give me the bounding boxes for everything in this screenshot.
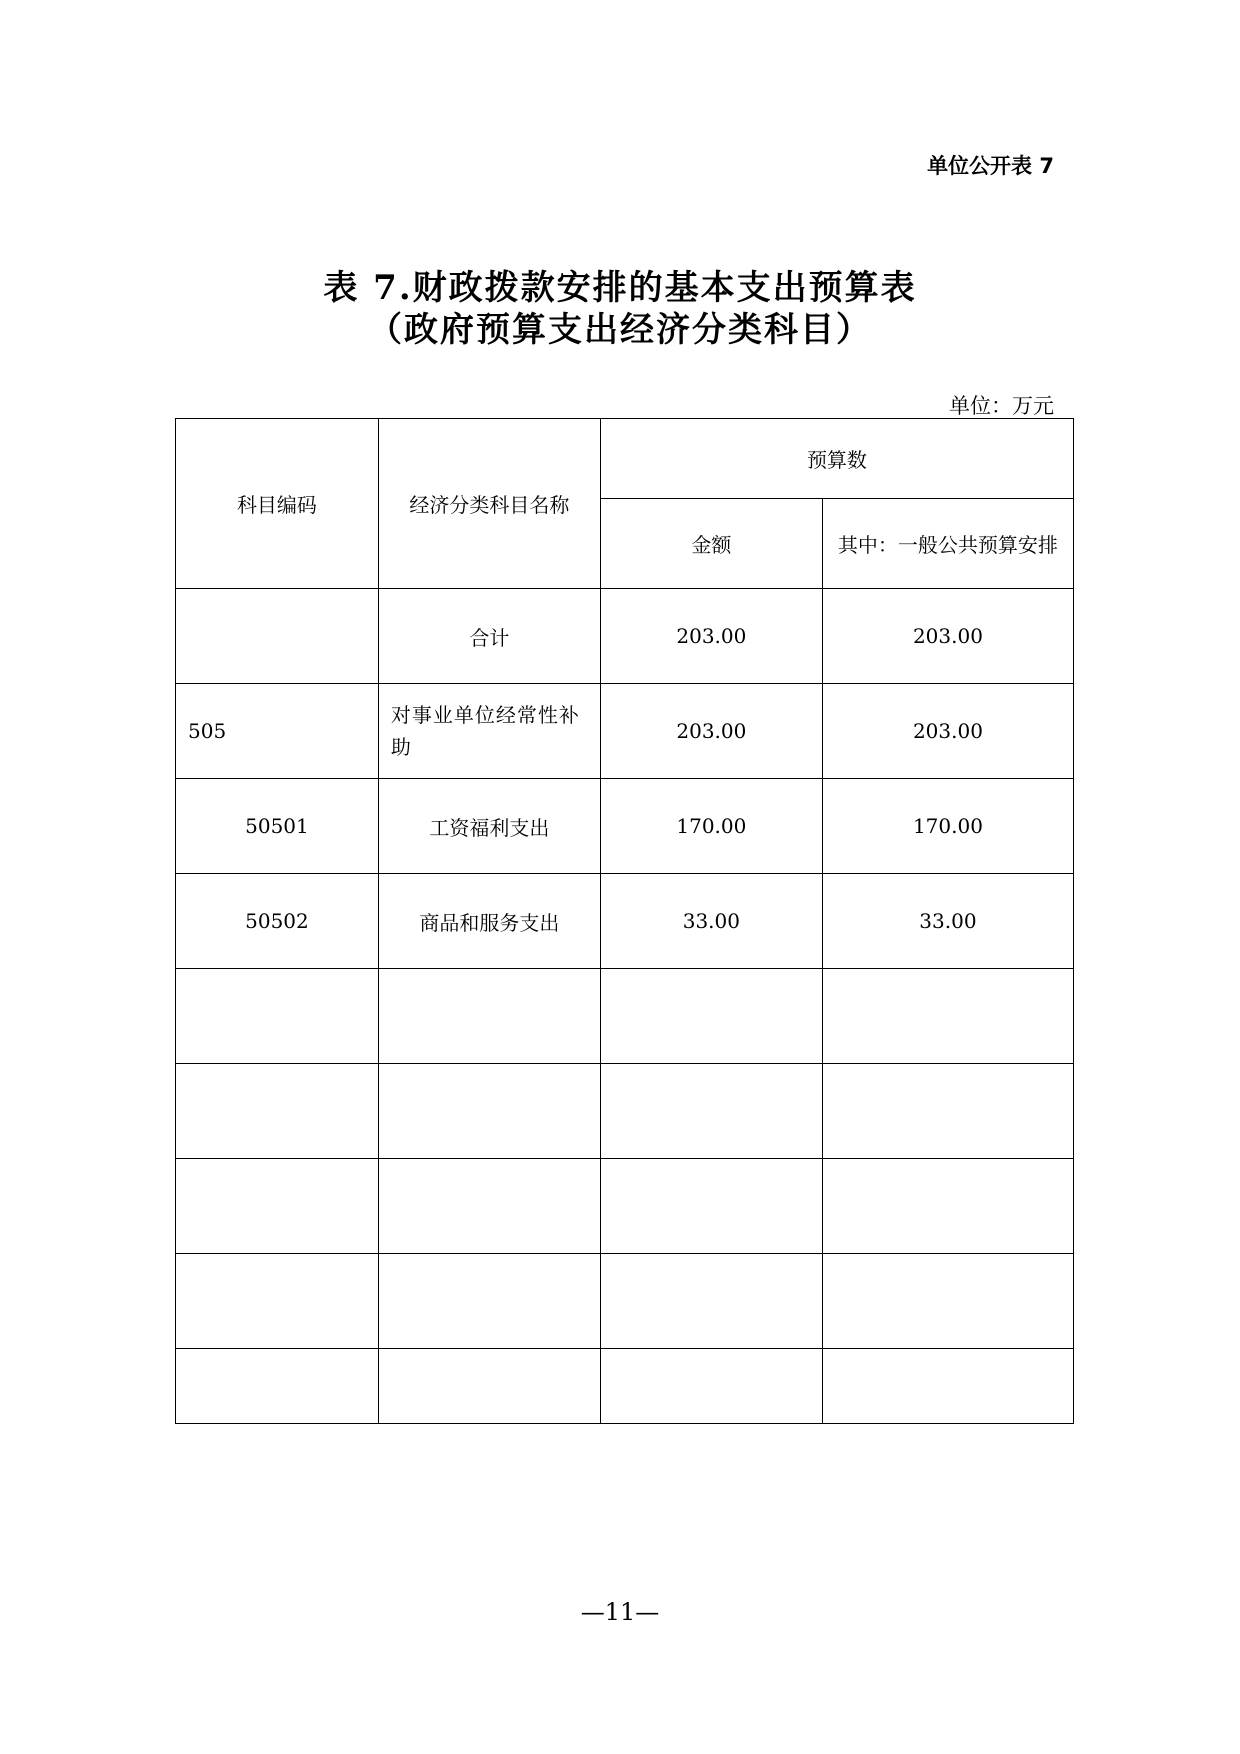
table-row — [176, 969, 1074, 1064]
table-row — [176, 779, 1074, 874]
row-general: 170.00 — [822, 779, 1073, 874]
header-budget: 预算数 — [600, 419, 1073, 499]
row-name — [378, 1254, 600, 1349]
row-name: 合计 — [378, 589, 600, 684]
row-amount — [600, 1349, 822, 1424]
budget-table — [175, 418, 1074, 1424]
page-number: —11— — [580, 1598, 660, 1626]
row-code — [176, 1159, 379, 1254]
row-general: 203.00 — [822, 589, 1073, 684]
row-name — [378, 1064, 600, 1159]
header-code: 科目编码 — [176, 419, 379, 589]
row-name: 工资福利支出 — [378, 779, 600, 874]
row-code — [176, 589, 379, 684]
row-amount: 170.00 — [600, 779, 822, 874]
row-amount — [600, 969, 822, 1064]
header-general: 其中：一般公共预算安排 — [822, 499, 1073, 589]
row-amount: 203.00 — [600, 589, 822, 684]
row-name: 商品和服务支出 — [378, 874, 600, 969]
row-name — [378, 1349, 600, 1424]
row-code — [176, 1064, 379, 1159]
row-general: 33.00 — [822, 874, 1073, 969]
row-general — [822, 1349, 1073, 1424]
row-general: 203.00 — [822, 684, 1073, 779]
row-name — [378, 1159, 600, 1254]
row-code — [176, 969, 379, 1064]
table-row — [176, 874, 1074, 969]
row-amount — [600, 1254, 822, 1349]
row-general — [822, 969, 1073, 1064]
row-amount — [600, 1159, 822, 1254]
document-subtitle: （政府预算支出经济分类科目） — [368, 310, 872, 350]
row-general — [822, 1159, 1073, 1254]
row-code: 50501 — [176, 779, 379, 874]
row-code: 505 — [176, 684, 379, 779]
page-label: 单位公开表 7 — [927, 154, 1054, 178]
row-code — [176, 1349, 379, 1424]
header-name: 经济分类科目名称 — [378, 419, 600, 589]
table-row — [176, 1349, 1074, 1424]
row-amount — [600, 1064, 822, 1159]
unit-label: 单位：万元 — [949, 394, 1054, 418]
table-row — [176, 1254, 1074, 1349]
row-code — [176, 1254, 379, 1349]
table-row — [176, 589, 1074, 684]
row-code: 50502 — [176, 874, 379, 969]
table-row — [176, 1064, 1074, 1159]
row-general — [822, 1254, 1073, 1349]
document-title: 表 7.财政拨款安排的基本支出预算表 — [323, 268, 917, 308]
table-row — [176, 1159, 1074, 1254]
row-amount: 33.00 — [600, 874, 822, 969]
header-amount: 金额 — [600, 499, 822, 589]
row-amount: 203.00 — [600, 684, 822, 779]
header-row — [176, 419, 1074, 499]
row-name — [378, 969, 600, 1064]
table-row — [176, 684, 1074, 779]
row-name: 对事业单位经常性补助 — [378, 684, 600, 779]
row-general — [822, 1064, 1073, 1159]
